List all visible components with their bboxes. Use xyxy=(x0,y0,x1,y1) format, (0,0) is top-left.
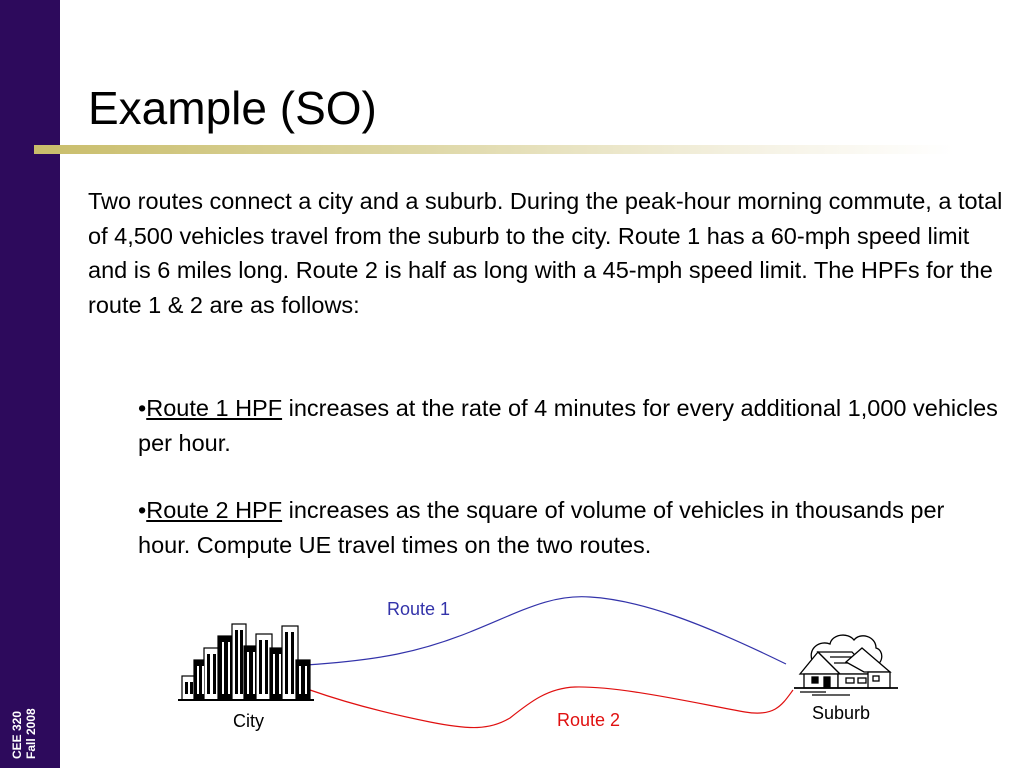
city-skyline-icon xyxy=(178,624,314,700)
intro-paragraph: Two routes connect a city and a suburb. During the peak-hour morning commute, a total of 4,500 vehicles travel from the suburb to the city. Route 1 has a 60-mph speed limit and is 6 miles long. Route 2 is half as long with a 45-mph speed limit. The HPFs for the route 1 & 2 are as follows: xyxy=(88,188,1003,318)
bullet-text-route1: increases at the rate of 4 minutes for every additional 1,000 vehicles per hour. xyxy=(138,395,998,456)
city-label: City xyxy=(233,711,264,731)
course-term: Fall 2008 xyxy=(24,708,38,759)
bullet-lead-route1: Route 1 HPF xyxy=(146,395,283,421)
course-code: CEE 320 xyxy=(10,710,24,759)
route2-path xyxy=(310,687,793,728)
bullet-lead-route2: Route 2 HPF xyxy=(146,497,283,523)
suburb-label: Suburb xyxy=(812,703,871,723)
suburb-houses-icon xyxy=(794,635,898,695)
route2-label: Route 2 xyxy=(557,710,621,730)
route1-label: Route 1 xyxy=(387,599,451,619)
slide-title: Example (SO) xyxy=(88,82,377,134)
bullet-marker: • xyxy=(138,497,147,523)
bullet-text-route2: increases as the square of volume of vehicles in thousands per hour. Compute UE travel times on the two routes. xyxy=(138,497,945,558)
route1-path xyxy=(306,597,786,665)
bullet-marker: • xyxy=(138,395,147,421)
